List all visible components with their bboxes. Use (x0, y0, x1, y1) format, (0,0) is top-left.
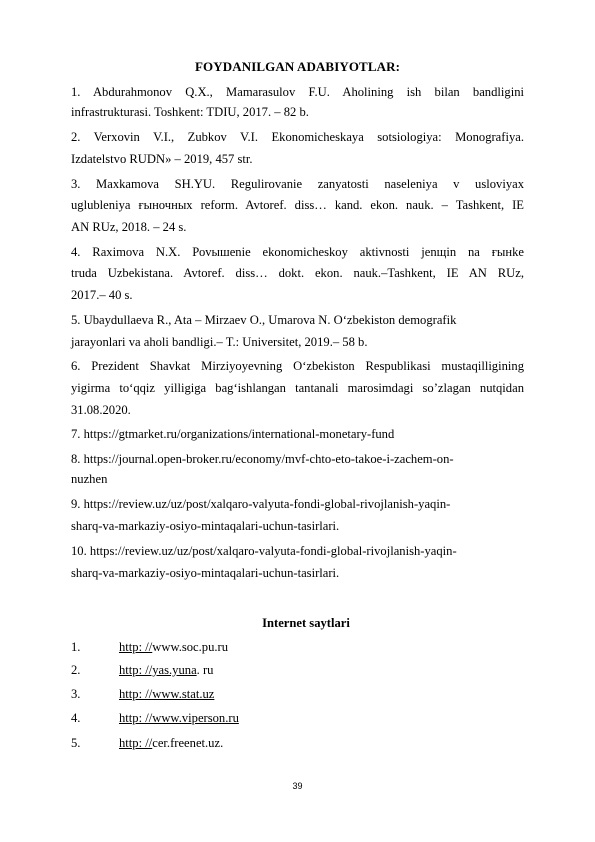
site-item (71, 639, 228, 656)
site-number: 5. (71, 736, 81, 750)
page-title: FOYDANILGAN ADABIYOTLAR: (195, 59, 400, 74)
reference-7-line-1: 7. https://gtmarket.ru/organizations/international-monetary-fund (71, 427, 395, 441)
site-link[interactable]: http: //www.stat.uz (119, 687, 215, 701)
site-number: 4. (71, 711, 81, 725)
internet-sites-heading: Internet saytlari (262, 616, 350, 630)
reference-10-line-2: sharq-va-markaziy-osiyo-mintaqalari-uchun-tasirlari. (71, 566, 340, 580)
reference-10-line-1: 10. https://review.uz/uz/post/xalqaro-valyuta-fondi-global-rivojlanish-yaqin- (71, 544, 457, 558)
site-number: 3. (71, 687, 81, 701)
site-item (71, 735, 223, 752)
reference-5-line-1: 5. Ubaydullaeva R., Ata – Mirzaev O., Umarova N. O‘zbekiston demografik (71, 313, 457, 327)
reference-1-line-2: infrastrukturasi. Toshkent: TDIU, 2017. – 82 b. (71, 105, 309, 119)
site-text: cer.freenet.uz. (152, 736, 224, 750)
site-item (71, 710, 239, 727)
reference-6-line-2: yigirma to‘qqiz yilligiga bag‘ishlangan tantanali marosimdagi so’zlagan nutqidan (71, 381, 524, 395)
reference-3-line-2: uglubleniya ғыночных reform. Avtoref. diss… kand. ekon. nauk. – Tashkent, IE (71, 198, 524, 212)
reference-3-line-1: 3. Maxkamova SH.YU. Regulirovanie zanyatosti naseleniya v usloviyax (71, 177, 524, 191)
reference-4-line-1: 4. Raximova N.X. Роvышenie ekonomicheskoy aktivnosti jenщin na ғынke (71, 245, 524, 259)
reference-2-line-2: Izdatelstvo RUDN» – 2019, 457 str. (71, 152, 253, 166)
page-number: 39 (292, 781, 303, 791)
reference-4-line-2: truda Uzbekistana. Avtoref. diss… dokt. ekon. nauk.–Tashkent, IE AN RUz, (71, 266, 524, 280)
reference-2-line-1: 2. Verxovin V.I., Zubkov V.I. Ekonomicheskaya sotsiologiya: Monografiya. (71, 130, 524, 144)
reference-6-line-1: 6. Prezident Shavkat Mirziyoyevning O‘zbekiston Respublikasi mustaqilligining (71, 359, 524, 373)
reference-8-line-1: 8. https://journal.open-broker.ru/economy/mvf-chto-eto-takoe-i-zachem-on- (71, 452, 454, 466)
reference-3-line-3: AN RUz, 2018. – 24 s. (71, 220, 187, 234)
reference-9-line-2: sharq-va-markaziy-osiyo-mintaqalari-uchun-tasirlari. (71, 519, 340, 533)
site-item (71, 686, 214, 703)
reference-6-line-3: 31.08.2020. (71, 403, 131, 417)
site-link[interactable]: http: //yas.yuna (119, 663, 197, 677)
reference-8-line-2: nuzhen (71, 472, 108, 486)
site-text: . ru (196, 663, 214, 677)
reference-1-line-1: 1. Abdurahmonov Q.X., Mamarasulov F.U. Aholining ish bilan bandligini (71, 85, 524, 99)
reference-5-line-2: jarayonlari va aholi bandligi.– T.: Universitet, 2019.– 58 b. (71, 335, 368, 349)
site-link[interactable]: http: //www.viperson.ru (119, 711, 239, 725)
site-text: www.soc.pu.ru (152, 640, 229, 654)
site-number: 1. (71, 640, 81, 654)
site-link[interactable]: http: // (119, 640, 153, 654)
reference-4-line-3: 2017.– 40 s. (71, 288, 133, 302)
site-item (71, 662, 213, 679)
site-link[interactable]: http: // (119, 736, 153, 750)
reference-9-line-1: 9. https://review.uz/uz/post/xalqaro-valyuta-fondi-global-rivojlanish-yaqin- (71, 497, 451, 511)
site-number: 2. (71, 663, 81, 677)
